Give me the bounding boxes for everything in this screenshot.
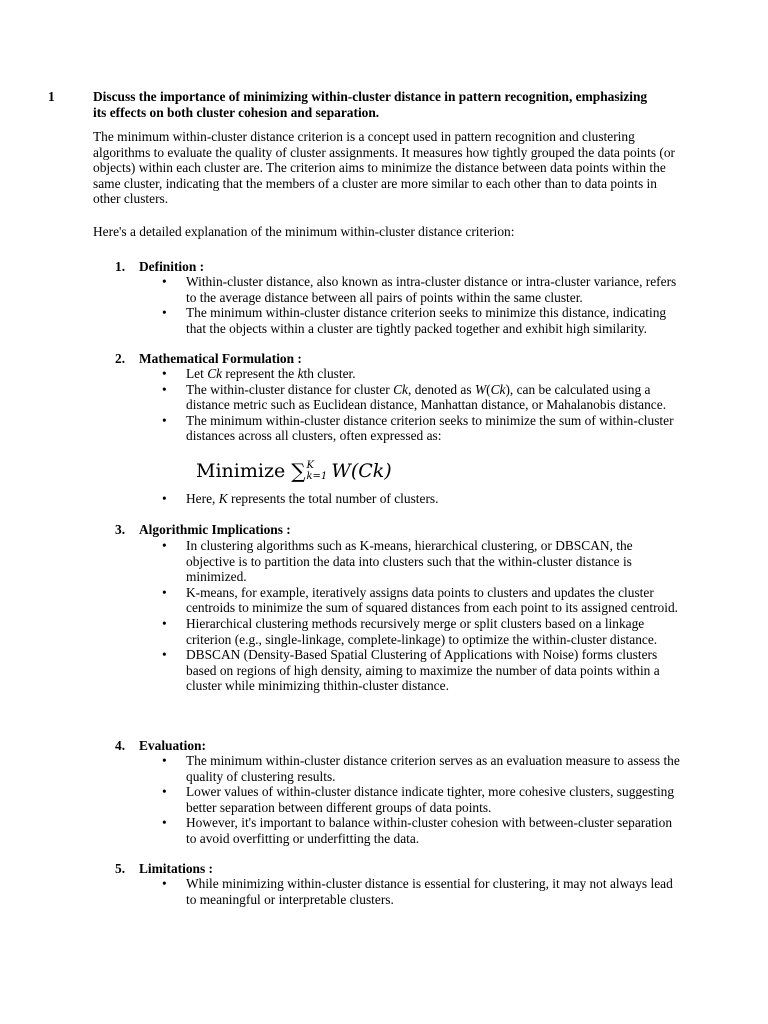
bullet-list-definition	[162, 274, 682, 336]
math-ck: Ck	[393, 381, 408, 397]
bullet-list-evaluation	[162, 753, 682, 847]
list-item: • Let Ck represent the kth cluster.	[162, 366, 682, 382]
math-k-upper: K	[218, 491, 228, 506]
lead-paragraph: Here's a detailed explanation of the minimum within-cluster distance criterion:	[93, 224, 515, 239]
section-number: 1.	[115, 259, 126, 274]
section-heading-algorithmic	[115, 522, 291, 538]
list-item: • Here, K represents the total number of clusters.	[162, 491, 682, 507]
math-ck: Ck	[490, 381, 506, 397]
bullet-list-algorithmic	[162, 538, 682, 694]
list-item: • DBSCAN (Density-Based Spatial Clustering of Applications with Noise) forms clusters based on regions of high density, aiming to maximize the number of data points within a cluster while minimizing thithin-cluster distance.	[162, 647, 682, 694]
list-item: • Lower values of within-cluster distance indicate tighter, more cohesive clusters, suggesting better separation between different groups of data points.	[162, 784, 682, 815]
list-item: • The minimum within-cluster distance criterion seeks to minimize the sum of within-cluster distances across all clusters, often expressed as:	[162, 413, 682, 444]
sigma-symbol: ∑	[291, 459, 306, 483]
list-item: • However, it's important to balance within-cluster cohesion with between-cluster separation to avoid overfitting or underfitting the data.	[162, 815, 682, 846]
section-title: Limitations :	[139, 861, 214, 876]
section-title: Definition :	[139, 259, 205, 274]
list-item: • In clustering algorithms such as K-means, hierarchical clustering, or DBSCAN, the objective is to partition the data into clusters such that the within-cluster distance is minimized.	[162, 538, 682, 585]
formula-minimize-sum	[196, 459, 392, 483]
section-title: Evaluation:	[139, 738, 206, 753]
list-item: • While minimizing within-cluster distance is essential for clustering, it may not always lead to meaningful or interpretable clusters.	[162, 876, 682, 907]
list-item: • Hierarchical clustering methods recursively merge or split clusters based on a linkage criterion (e.g., single-linkage, complete-linkage) to optimize the within-cluster distance.	[162, 616, 682, 647]
section-number: 3.	[115, 522, 126, 537]
math-ck: Ck	[207, 366, 223, 381]
question-number: 1	[48, 89, 55, 104]
list-item: • The minimum within-cluster distance criterion serves as an evaluation measure to assess the quality of clustering results.	[162, 753, 682, 784]
bullet-list-limitations	[162, 876, 682, 907]
section-number: 4.	[115, 738, 126, 753]
section-number: 2.	[115, 351, 126, 366]
bullet-list-formulation	[162, 366, 682, 444]
upper-limit: K	[306, 460, 314, 471]
summation	[291, 459, 327, 483]
question-text: Discuss the importance of minimizing within-cluster distance in pattern recognition, emphasizing its effects on both cluster cohesion and separation.	[93, 89, 648, 120]
section-heading-formulation	[115, 351, 302, 367]
section-heading-evaluation	[115, 738, 206, 754]
section-number: 5.	[115, 861, 126, 876]
list-item: • K-means, for example, iteratively assigns data points to clusters and updates the cluster centroids to minimize the sum of squared distances from each point to its assigned centroid.	[162, 585, 682, 616]
bullet-list-formulation-note	[162, 491, 682, 507]
intro-paragraph: The minimum within-cluster distance criterion is a concept used in pattern recognition and clustering algorithms to evaluate the quality of cluster assignments. It measures how tightly grouped the data points (or objects) within each cluster are. The criterion aims to minimize the distance between data points within the same cluster, indicating that the members of a cluster are more similar to each other than to data points in other clusters.	[93, 129, 675, 207]
section-title: Mathematical Formulation :	[139, 351, 302, 366]
lower-limit: k=1	[306, 471, 328, 482]
list-item: • The within-cluster distance for cluster Ck, denoted as W(Ck), can be calculated using a distance metric such as Euclidean distance, Manhattan distance, or Mahalanobis distance.	[162, 382, 682, 413]
math-k: k	[297, 366, 304, 381]
list-item: • The minimum within-cluster distance criterion seeks to minimize this distance, indicating that the objects within a cluster are tightly packed together and exhibit high similarity.	[162, 305, 682, 336]
list-item: • Within-cluster distance, also known as intra-cluster distance or intra-cluster variance, refers to the average distance between all pairs of points within the same cluster.	[162, 274, 682, 305]
section-heading-limitations	[115, 861, 213, 877]
section-heading-definition	[115, 259, 204, 275]
summation-limits	[306, 460, 327, 482]
formula-word: Minimize	[196, 460, 286, 482]
math-wck: W	[474, 381, 487, 397]
section-title: Algorithmic Implications :	[139, 522, 291, 537]
formula-term: W(Ck)	[331, 460, 392, 482]
